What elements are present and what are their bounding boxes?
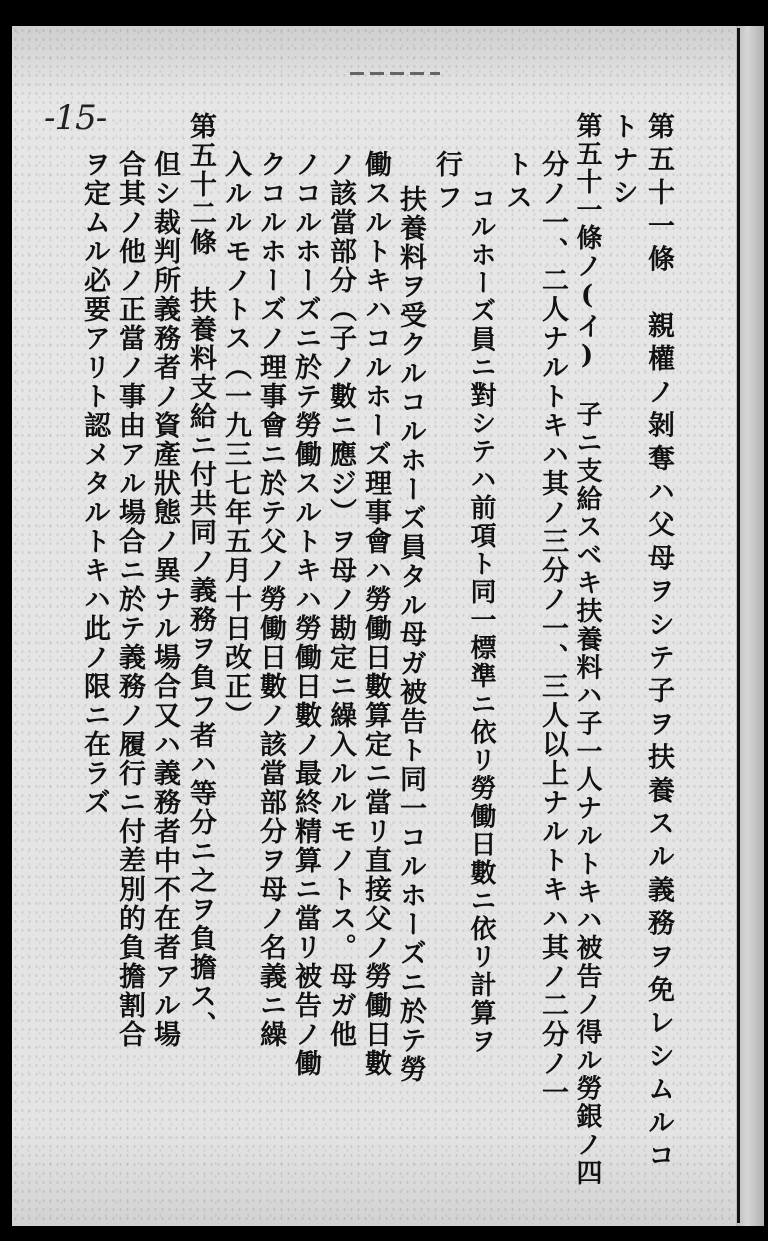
text-column-17: ヲ定ムル必要アリト認メタルトキハ此ノ限ニ在ラズ [79, 150, 110, 817]
text-column-6: コルホーズ員ニ對シテハ前項ト同一標準ニ依リ勞働日數ニ依リ計算ヲ [466, 185, 496, 1056]
text-column-7: 行フ [431, 150, 462, 217]
text-column-10: ノ該當部分（子ノ數ニ應ジ）ヲ母ノ勘定ニ繰入ルルモノトス。母ガ他 [325, 150, 356, 1049]
text-column-13: 入ルルモノトス（一九三七年五月十日改正） [220, 150, 251, 730]
text-column-8: 扶養料ヲ受クルコルホーズ員タル母ガ被告ト同一コルホーズニ於テ勞 [395, 185, 426, 1084]
text-column-11: ノコルホーズニ於テ勞働スルトキハ勞働日數ノ最終精算ニ當リ被告ノ働 [290, 150, 321, 1078]
binding-shadow [736, 26, 764, 1226]
text-column-9: 働スルトキハコルホーズ理事會ハ勞働日數算定ニ當リ直接父ノ勞働日數 [360, 150, 391, 1078]
header-rule [350, 72, 440, 75]
text-column-1: 第五十一條 親權ノ剝奪ハ父母ヲシテ子ヲ扶養スル義務ヲ免レシムルコ [643, 112, 674, 1175]
page-edge-rule [737, 28, 740, 1223]
text-column-2: トナシ [607, 112, 638, 212]
text-column-12: クコルホーズノ理事會ニ於テ父ノ勞働日數ノ該當部分ヲ母ノ名義ニ繰 [255, 150, 286, 1049]
text-column-14: 第五十二條 扶養料支給ニ付共同ノ義務ヲ負フ者ハ等分ニ之ヲ負擔ス、 [185, 112, 216, 1040]
text-column-4: 分ノ一、二人ナルトキハ其ノ三分ノ一、三人以上ナルトキハ其ノ二分ノ一 [537, 150, 568, 1107]
page-number: -15- [44, 98, 107, 138]
text-column-15: 但シ裁判所義務者ノ資產狀態ノ異ナル場合又ハ義務者中不在者アル場 [149, 150, 180, 1049]
text-column-5: トス [501, 150, 532, 217]
text-column-16: 合其ノ他ノ正當ノ事由アル場合ニ於テ義務ノ履行ニ付差別的負擔割合 [114, 150, 145, 1049]
text-column-3: 第五十一條ノ(イ) 子ニ支給スベキ扶養料ハ子一人ナルトキハ被告ノ得ル勞銀ノ四 [572, 112, 602, 1188]
